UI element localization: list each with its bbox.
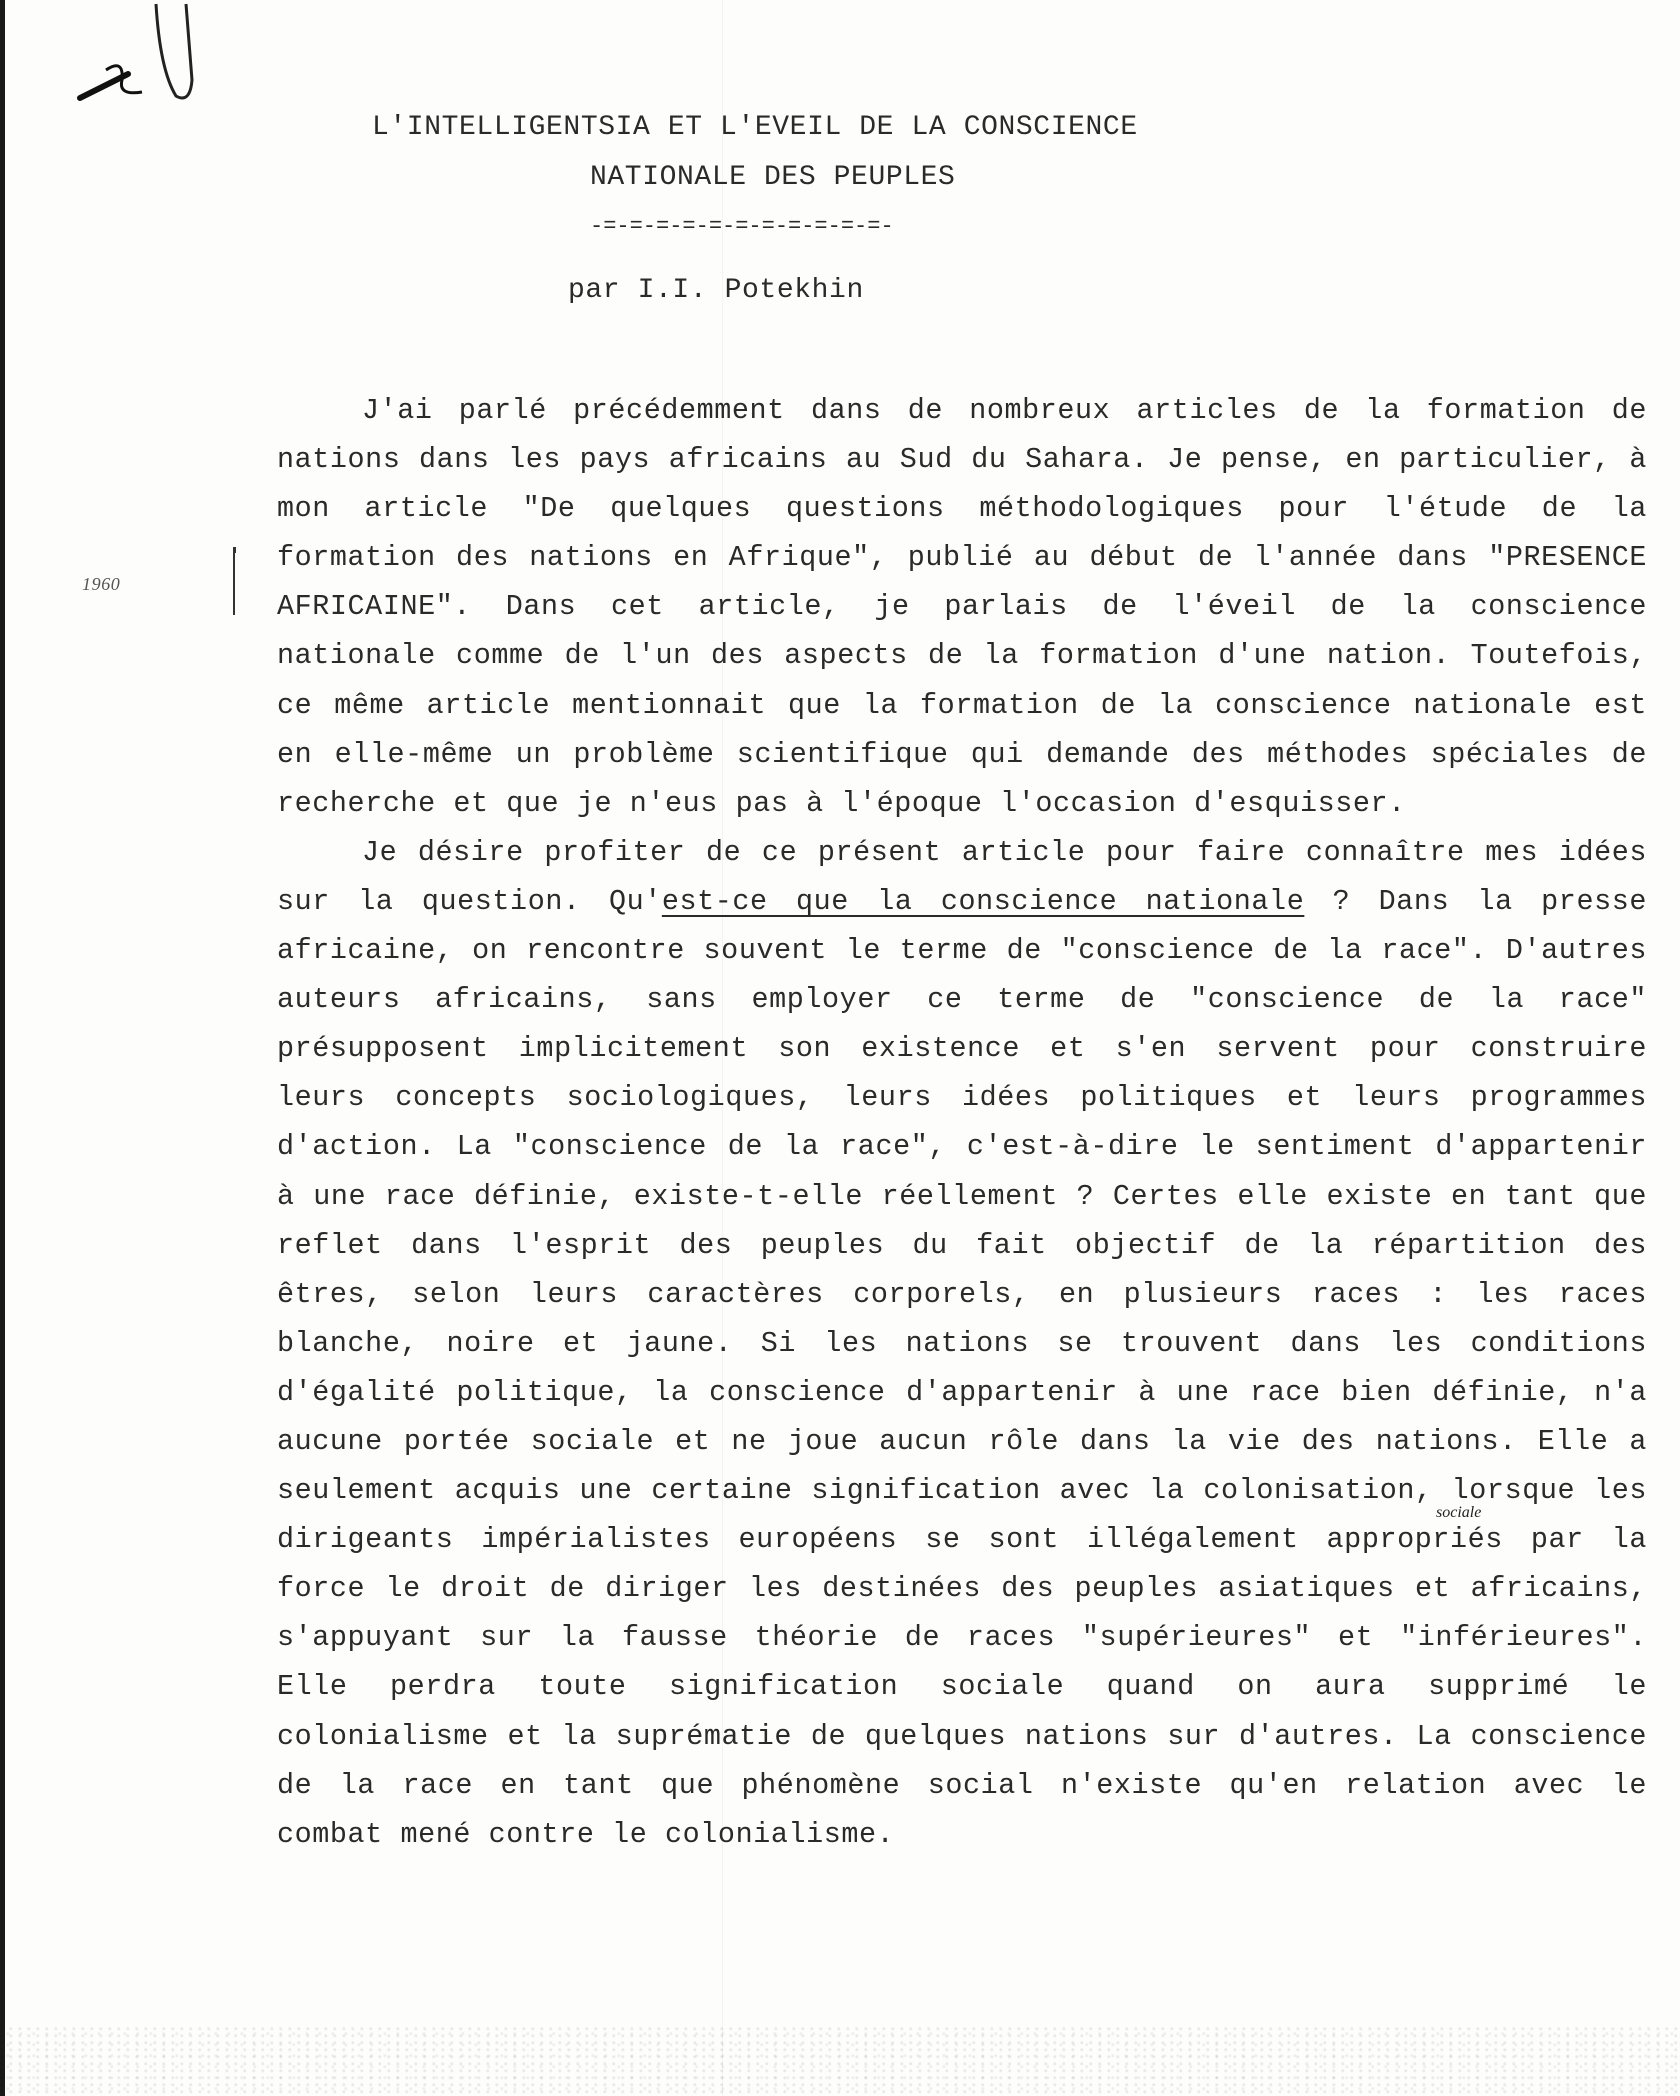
byline: par I.I. Potekhin (568, 275, 864, 306)
underlined-phrase: est-ce que la conscience nationale (661, 884, 1305, 918)
body-text (277, 386, 1647, 1859)
paragraph-2-rest: ? Dans la presse africaine, on rencontre souvent le terme de "conscience de la race". D'autres auteurs africains, sans employer ce terme de "conscience de la race" présupposent implicitement son existence et s'en servent pour construire leurs concepts sociologiques, leurs idées politiques et leurs programmes d'action. La "conscience de la race", c'est-à-dire le sentiment d'appartenir à une race définie, existe-t-elle réellement ? Certes elle existe en tant que reflet dans l'esprit des peuples du fait objectif de la répartition des êtres, selon leurs caractères corporels, en plusieurs races : les races blanche, noire et jaune. Si les nations se trouvent dans les conditions d'égalité politique, la conscience d'appartenir à une race bien définie, n'a aucune portée sociale et ne joue aucun rôle dans la vie des nations. Elle a seulement acquis une certaine signification avec la colonisation, lorsque les dirigeants impérialistes européens se sont illégalement appropriés par la force le droit de diriger les destinées des peuples asiatiques et africains, s'appuyant sur la fausse théorie de races "supérieures" et "inférieures". Elle perdra toute signification sociale quand on aura supprimé le colonialisme et la suprématie de quelques nations sur d'autres. La conscience de la race en tant que phénomène social n'existe qu'en relation avec le combat mené contre le colonialisme. (277, 884, 1647, 1851)
paragraph-1: J'ai parlé précédemment dans de nombreux articles de la formation de nations dans les pays africains au Sud du Sahara. Je pense, en particulier, à mon article "De quelques questions méthodologiques pour l'étude de la formation des nations en Afrique", publié au début de l'année dans "PRESENCE AFRICAINE". Dans cet article, je parlais de l'éveil de la conscience nationale comme de l'un des aspects de la formation d'une nation. Toutefois, ce même article mentionnait que la formation de la conscience nationale est en elle-même un problème scientifique qui demande des méthodes spéciales de recherche et que je n'eus pas à l'époque l'occasion d'esquisser. (277, 394, 1647, 820)
title-line-1: L'INTELLIGENTSIA ET L'EVEIL DE LA CONSCIENCE (372, 112, 1138, 143)
handwritten-mark-icon (68, 0, 208, 120)
title-divider: -=-=-=-=-=-=-=-=-=-=-=- (590, 214, 894, 239)
paragraph-2-start: Je désire profiter de ce présent article pour faire connaître mes idées sur la question. Qu' (277, 835, 1647, 918)
margin-note: 1960 (82, 574, 121, 594)
paragraph-2 (277, 828, 1647, 1859)
title-line-2: NATIONALE DES PEUPLES (590, 162, 956, 193)
handwritten-insert: sociale (1436, 1504, 1482, 1521)
page-bottom-speckle (0, 2026, 1680, 2096)
page-left-edge (0, 0, 5, 2096)
margin-bar (233, 547, 235, 615)
